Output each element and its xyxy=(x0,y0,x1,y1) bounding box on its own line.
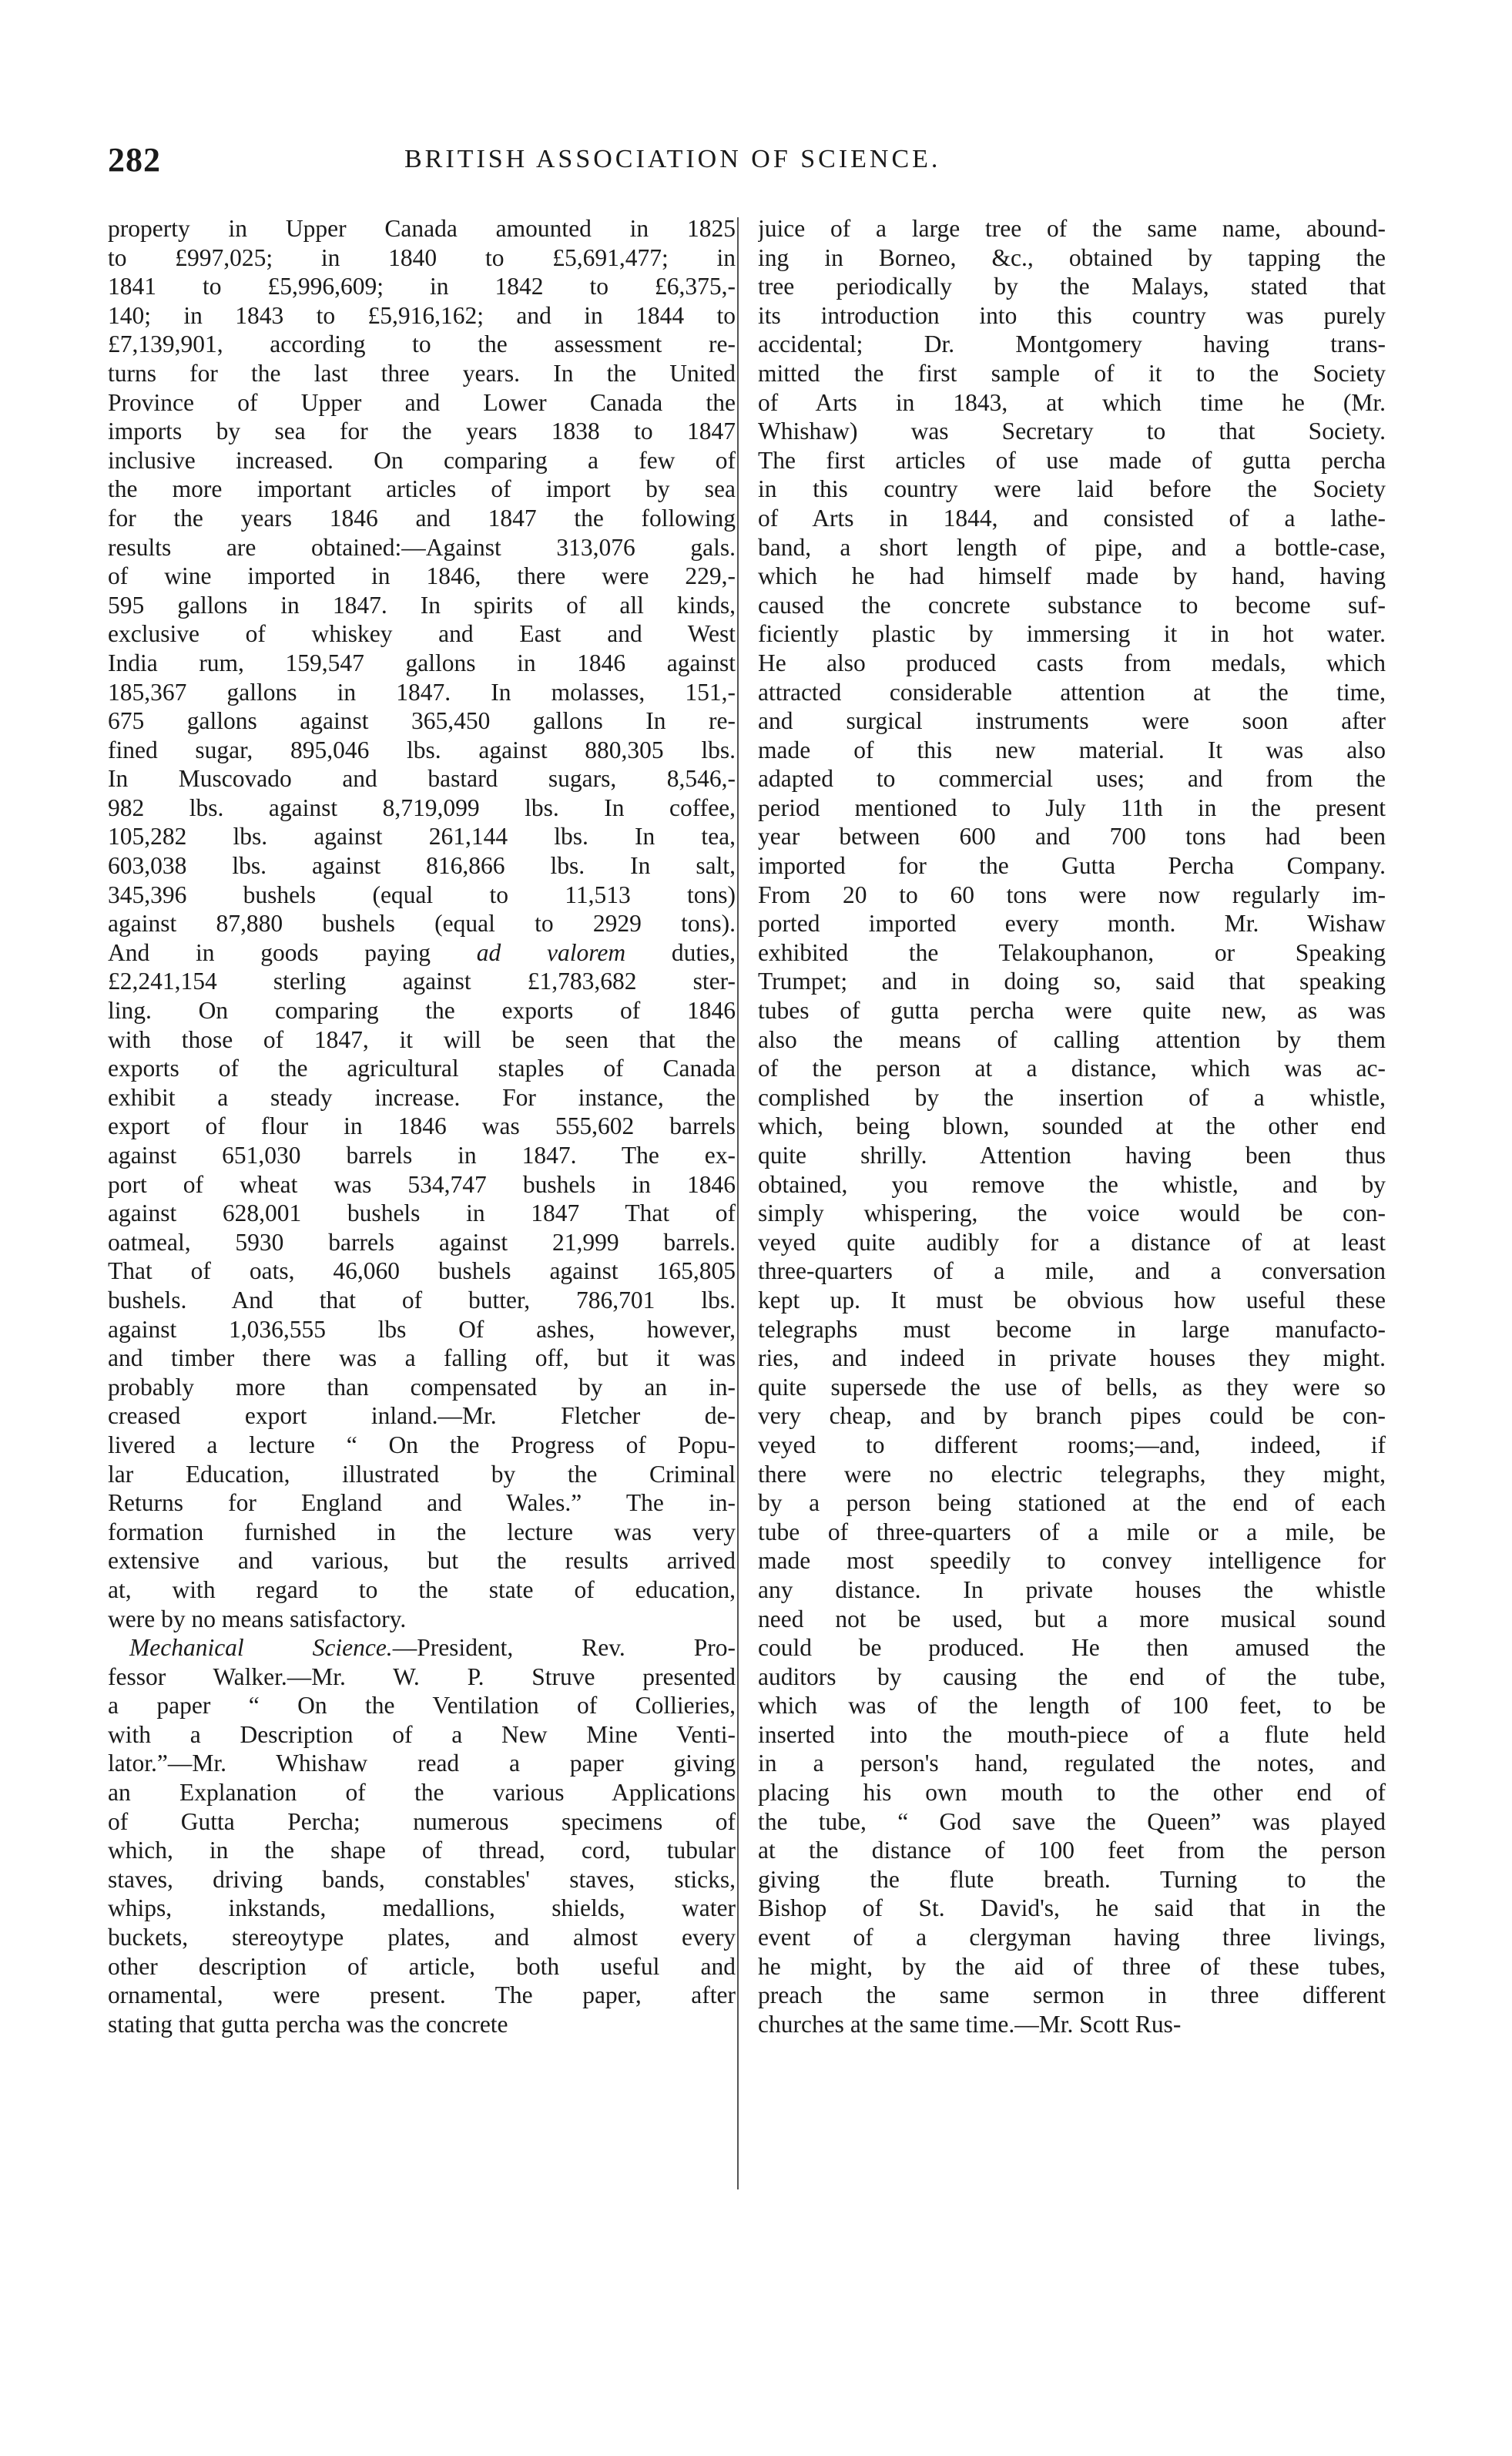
text-line: bushels. And that of butter, 786,701 lbs. xyxy=(108,1286,736,1314)
text-line: oatmeal, 5930 barrels against 21,999 barrels. xyxy=(108,1228,736,1256)
text-line: export of flour in 1846 was 555,602 barrels xyxy=(108,1112,736,1140)
text-line: quite shrilly. Attention having been thus xyxy=(758,1142,1386,1169)
text-line: exhibited the Telakouphanon, or Speaking xyxy=(758,938,1386,966)
text-line: which was of the length of 100 feet, to be xyxy=(758,1692,1386,1720)
text-line: 345,396 bushels (equal to 11,513 tons) xyxy=(108,881,736,908)
text-line: And in goods paying ad valorem duties, xyxy=(108,938,736,966)
text-line: results are obtained:—Against 313,076 gals. xyxy=(108,533,736,561)
text-line: very cheap, and by branch pipes could be con- xyxy=(758,1402,1386,1430)
text-line: any distance. In private houses the whistle xyxy=(758,1575,1386,1603)
text-line: turns for the last three years. In the United xyxy=(108,359,736,387)
text-line: formation furnished in the lecture was very xyxy=(108,1518,736,1545)
text-line: could be produced. He then amused the xyxy=(758,1634,1386,1662)
text-line: for the years 1846 and 1847 the following xyxy=(108,504,736,532)
text-line: made of this new material. It was also xyxy=(758,736,1386,763)
text-line: stating that gutta percha was the concrete xyxy=(108,2010,508,2038)
text-line: of Gutta Percha; numerous specimens of xyxy=(108,1807,736,1835)
text-line: which he had himself made by hand, having xyxy=(758,562,1386,590)
text-line: ornamental, were present. The paper, after xyxy=(108,1981,736,2009)
text-line: placing his own mouth to the other end of xyxy=(758,1779,1386,1807)
text-line: churches at the same time.—Mr. Scott Rus- xyxy=(758,2010,1182,2038)
text-line: In Muscovado and bastard sugars, 8,546,- xyxy=(108,765,736,793)
text-line: 185,367 gallons in 1847. In molasses, 151,- xyxy=(108,678,736,706)
text-line: made most speedily to convey intelligence for xyxy=(758,1547,1386,1575)
text-line: buckets, stereoytype plates, and almost every xyxy=(108,1924,736,1951)
text-line: juice of a large tree of the same name, abound- xyxy=(758,215,1386,242)
text-line: inserted into the mouth-piece of a flute held xyxy=(758,1720,1386,1748)
text-line: That of oats, 46,060 bushels against 165,805 xyxy=(108,1257,736,1285)
text-line: From 20 to 60 tons were now regularly im- xyxy=(758,881,1386,908)
text-line: ficiently plastic by immersing it in hot water. xyxy=(758,620,1386,648)
text-line: livered a lecture “ On the Progress of Popu- xyxy=(108,1431,736,1458)
text-line: lar Education, illustrated by the Criminal xyxy=(108,1460,736,1488)
text-line: at, with regard to the state of education, xyxy=(108,1575,736,1603)
text-line: auditors by causing the end of the tube, xyxy=(758,1662,1386,1690)
text-line: 982 lbs. against 8,719,099 lbs. In coffee, xyxy=(108,794,736,821)
text-line: of wine imported in 1846, there were 229,- xyxy=(108,562,736,590)
text-line: were by no means satisfactory. xyxy=(108,1605,407,1632)
text-line: period mentioned to July 11th in the present xyxy=(758,794,1386,821)
text-line: adapted to commercial uses; and from the xyxy=(758,765,1386,793)
text-line: also the means of calling attention by them xyxy=(758,1025,1386,1053)
text-line: attracted considerable attention at the time, xyxy=(758,678,1386,706)
text-line: he might, by the aid of three of these tubes, xyxy=(758,1952,1386,1980)
text-line: £7,139,901, according to the assessment re- xyxy=(108,330,736,358)
text-line: ing in Borneo, &c., obtained by tapping the xyxy=(758,243,1386,271)
text-line: an Explanation of the various Applications xyxy=(108,1779,736,1807)
text-line: preach the same sermon in three different xyxy=(758,1981,1386,2009)
text-line: property in Upper Canada amounted in 1825 xyxy=(108,215,736,242)
column-divider xyxy=(737,217,739,2189)
text-line: in this country were laid before the Society xyxy=(758,475,1386,503)
text-line: exclusive of whiskey and East and West xyxy=(108,620,736,648)
text-line: Mechanical Science.—President, Rev. Pro- xyxy=(129,1634,736,1662)
text-line: its introduction into this country was purely xyxy=(758,301,1386,329)
text-line: inclusive increased. On comparing a few of xyxy=(108,446,736,474)
text-line: with those of 1847, it will be seen that the xyxy=(108,1025,736,1053)
text-line: by a person being stationed at the end of each xyxy=(758,1489,1386,1517)
text-line: three-quarters of a mile, and a conversation xyxy=(758,1257,1386,1285)
text-line: ling. On comparing the exports of 1846 xyxy=(108,997,736,1025)
text-line: imported for the Gutta Percha Company. xyxy=(758,852,1386,880)
text-line: need not be used, but a more musical sound xyxy=(758,1605,1386,1632)
text-line: veyed quite audibly for a distance of at least xyxy=(758,1228,1386,1256)
text-line: complished by the insertion of a whistle, xyxy=(758,1083,1386,1111)
text-line: of the person at a distance, which was ac- xyxy=(758,1055,1386,1082)
text-line: exhibit a steady increase. For instance, the xyxy=(108,1083,736,1111)
text-line: tube of three-quarters of a mile or a mile, be xyxy=(758,1518,1386,1545)
text-line: obtained, you remove the whistle, and by xyxy=(758,1170,1386,1198)
text-line: staves, driving bands, constables' staves, sticks, xyxy=(108,1865,736,1893)
text-line: fined sugar, 895,046 lbs. against 880,305 lbs. xyxy=(108,736,736,763)
text-line: and timber there was a falling off, but it was xyxy=(108,1344,736,1372)
text-line: simply whispering, the voice would be con- xyxy=(758,1199,1386,1227)
text-line: India rum, 159,547 gallons in 1846 against xyxy=(108,649,736,676)
text-line: mitted the first sample of it to the Society xyxy=(758,359,1386,387)
text-line: giving the flute breath. Turning to the xyxy=(758,1865,1386,1893)
left-column xyxy=(108,214,736,2038)
text-line: kept up. It must be obvious how useful these xyxy=(758,1286,1386,1314)
text-line: which, in the shape of thread, cord, tubular xyxy=(108,1837,736,1864)
text-line: at the distance of 100 feet from the person xyxy=(758,1837,1386,1864)
text-line: accidental; Dr. Montgomery having trans- xyxy=(758,330,1386,358)
text-line: 595 gallons in 1847. In spirits of all kinds, xyxy=(108,591,736,619)
text-line: the more important articles of import by sea xyxy=(108,475,736,503)
text-line: 105,282 lbs. against 261,144 lbs. In tea, xyxy=(108,823,736,851)
text-line: whips, inkstands, medallions, shields, water xyxy=(108,1894,736,1922)
text-line: Returns for England and Wales.” The in- xyxy=(108,1489,736,1517)
page-number: 282 xyxy=(108,141,161,179)
text-line: creased export inland.—Mr. Fletcher de- xyxy=(108,1402,736,1430)
text-line: against 628,001 bushels in 1847 That of xyxy=(108,1199,736,1227)
text-line: against 1,036,555 lbs Of ashes, however, xyxy=(108,1315,736,1343)
text-line: against 87,880 bushels (equal to 2929 tons). xyxy=(108,910,736,938)
right-column xyxy=(758,214,1386,2038)
text-line: and surgical instruments were soon after xyxy=(758,707,1386,735)
text-line: Province of Upper and Lower Canada the xyxy=(108,388,736,416)
text-line: tubes of gutta percha were quite new, as was xyxy=(758,997,1386,1025)
text-line: with a Description of a New Mine Venti- xyxy=(108,1720,736,1748)
text-line: port of wheat was 534,747 bushels in 1846 xyxy=(108,1170,736,1198)
text-line: year between 600 and 700 tons had been xyxy=(758,823,1386,851)
text-line: £2,241,154 sterling against £1,783,682 ster- xyxy=(108,968,736,995)
text-line: which, being blown, sounded at the other end xyxy=(758,1112,1386,1140)
text-line: band, a short length of pipe, and a bottle-case, xyxy=(758,533,1386,561)
text-line: 675 gallons against 365,450 gallons In re- xyxy=(108,707,736,735)
text-line: the tube, “ God save the Queen” was played xyxy=(758,1807,1386,1835)
text-line: extensive and various, but the results arrived xyxy=(108,1547,736,1575)
text-line: Trumpet; and in doing so, said that speaking xyxy=(758,968,1386,995)
text-line: probably more than compensated by an in- xyxy=(108,1373,736,1401)
text-line: quite supersede the use of bells, as they were so xyxy=(758,1373,1386,1401)
running-head xyxy=(108,140,1371,186)
text-line: 1841 to £5,996,609; in 1842 to £6,375,- xyxy=(108,273,736,300)
text-line: 603,038 lbs. against 816,866 lbs. In salt, xyxy=(108,852,736,880)
text-line: Whishaw) was Secretary to that Society. xyxy=(758,418,1386,445)
text-line: a paper “ On the Ventilation of Collieries, xyxy=(108,1692,736,1720)
text-line: fessor Walker.—Mr. W. P. Struve presented xyxy=(108,1662,736,1690)
text-line: of Arts in 1844, and consisted of a lathe- xyxy=(758,504,1386,532)
text-line: to £997,025; in 1840 to £5,691,477; in xyxy=(108,243,736,271)
text-line: of Arts in 1843, at which time he (Mr. xyxy=(758,388,1386,416)
text-line: ported imported every month. Mr. Wishaw xyxy=(758,910,1386,938)
text-line: other description of article, both useful and xyxy=(108,1952,736,1980)
text-line: ries, and indeed in private houses they might. xyxy=(758,1344,1386,1372)
text-line: exports of the agricultural staples of Canada xyxy=(108,1055,736,1082)
text-line: 140; in 1843 to £5,916,162; and in 1844 to xyxy=(108,301,736,329)
text-line: The first articles of use made of gutta percha xyxy=(758,446,1386,474)
text-line: tree periodically by the Malays, stated that xyxy=(758,273,1386,300)
running-title: BRITISH ASSOCIATION OF SCIENCE. xyxy=(404,145,941,173)
text-line: event of a clergyman having three livings, xyxy=(758,1924,1386,1951)
text-line: Bishop of St. David's, he said that in the xyxy=(758,1894,1386,1922)
text-line: He also produced casts from medals, which xyxy=(758,649,1386,676)
text-line: in a person's hand, regulated the notes, and xyxy=(758,1750,1386,1777)
text-line: against 651,030 barrels in 1847. The ex- xyxy=(108,1142,736,1169)
text-line: there were no electric telegraphs, they might, xyxy=(758,1460,1386,1488)
text-line: caused the concrete substance to become suf- xyxy=(758,591,1386,619)
text-line: imports by sea for the years 1838 to 1847 xyxy=(108,418,736,445)
text-line: lator.”—Mr. Whishaw read a paper giving xyxy=(108,1750,736,1777)
text-line: veyed to different rooms;—and, indeed, if xyxy=(758,1431,1386,1458)
text-line: telegraphs must become in large manufacto- xyxy=(758,1315,1386,1343)
